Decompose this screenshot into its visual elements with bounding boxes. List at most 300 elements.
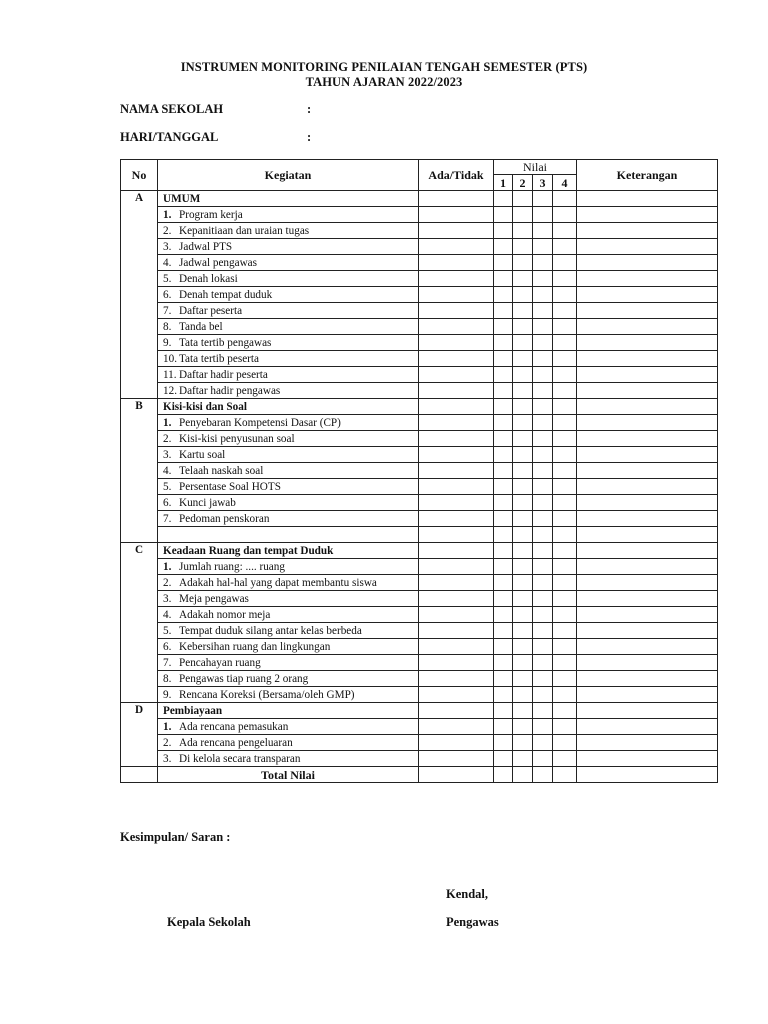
section-score-3-cell: [533, 543, 553, 559]
item-number: 4.: [163, 608, 172, 621]
item-keterangan-cell: [577, 479, 718, 495]
section-keterangan-cell: [577, 191, 718, 207]
item-text: Kepanitiaan dan uraian tugas: [179, 224, 310, 237]
section-score-2-cell: [513, 191, 533, 207]
item-ada-tidak-cell: [419, 431, 494, 447]
item-ada-tidak-cell: [419, 271, 494, 287]
item-ada-tidak-cell: [419, 255, 494, 271]
item-score-3-cell: [533, 655, 553, 671]
item-score-2-cell: [513, 223, 533, 239]
item-score-4-cell: [553, 335, 577, 351]
item-score-3-cell: [533, 623, 553, 639]
school-name-label: NAMA SEKOLAH: [120, 102, 224, 116]
total-score-2-cell: [513, 767, 533, 783]
item-text: Kebersihan ruang dan lingkungan: [179, 640, 331, 653]
total-score-4-cell: [553, 767, 577, 783]
item-keterangan-cell: [577, 287, 718, 303]
activity-cell: [158, 639, 419, 655]
item-score-2-cell: [513, 671, 533, 687]
section-score-3-cell: [533, 703, 553, 719]
item-ada-tidak-cell: [419, 575, 494, 591]
section-letter: A: [121, 191, 158, 399]
item-ada-tidak-cell: [419, 735, 494, 751]
conclusion-label: Kesimpulan/ Saran :: [120, 830, 231, 844]
item-keterangan-cell: [577, 495, 718, 511]
table-row: [121, 319, 718, 335]
item-number: 5.: [163, 480, 172, 493]
item-ada-tidak-cell: [419, 303, 494, 319]
item-score-2-cell: [513, 447, 533, 463]
item-ada-tidak-cell: [419, 415, 494, 431]
item-keterangan-cell: [577, 671, 718, 687]
item-score-2-cell: [513, 495, 533, 511]
item-score-3-cell: [533, 463, 553, 479]
table-row: [121, 351, 718, 367]
item-score-3-cell: [533, 207, 553, 223]
item-score-4-cell: [553, 255, 577, 271]
item-keterangan-cell: [577, 335, 718, 351]
activity-cell: [158, 207, 419, 223]
activity-cell: [158, 575, 419, 591]
item-score-2-cell: [513, 239, 533, 255]
item-score-1-cell: [494, 607, 513, 623]
item-score-4-cell: [553, 239, 577, 255]
item-text: Daftar peserta: [179, 304, 243, 317]
table-row: [121, 239, 718, 255]
item-keterangan-cell: [577, 559, 718, 575]
total-score-1-cell: [494, 767, 513, 783]
item-score-2-cell: [513, 639, 533, 655]
document-subtitle: TAHUN AJARAN 2022/2023: [305, 75, 463, 89]
item-text: Jadwal PTS: [179, 240, 233, 253]
activity-cell: [158, 591, 419, 607]
activity-cell: [158, 319, 419, 335]
total-label: Total Nilai: [158, 767, 419, 783]
item-ada-tidak-cell: [419, 239, 494, 255]
section-ada-tidak-cell: [419, 543, 494, 559]
table-row: [121, 607, 718, 623]
section-score-2-cell: [513, 703, 533, 719]
item-score-4-cell: [553, 383, 577, 399]
activity-cell: [158, 559, 419, 575]
item-score-3-cell: [533, 735, 553, 751]
item-score-4-cell: [553, 607, 577, 623]
item-keterangan-cell: [577, 447, 718, 463]
section-score-3-cell: [533, 399, 553, 415]
item-number: 1.: [163, 560, 172, 573]
item-score-1-cell: [494, 479, 513, 495]
item-ada-tidak-cell: [419, 623, 494, 639]
item-score-1-cell: [494, 671, 513, 687]
item-score-1-cell: [494, 511, 513, 527]
section-keterangan-cell: [577, 703, 718, 719]
table-row: [121, 367, 718, 383]
item-number: 10.: [163, 352, 177, 365]
item-number: 3.: [163, 592, 172, 605]
item-score-4-cell: [553, 639, 577, 655]
table-row: [121, 431, 718, 447]
item-score-1-cell: [494, 447, 513, 463]
item-ada-tidak-cell: [419, 639, 494, 655]
item-keterangan-cell: [577, 687, 718, 703]
item-score-3-cell: [533, 367, 553, 383]
item-keterangan-cell: [577, 415, 718, 431]
item-keterangan-cell: [577, 271, 718, 287]
item-keterangan-cell: [577, 751, 718, 767]
item-number: 2.: [163, 432, 172, 445]
item-score-1-cell: [494, 255, 513, 271]
item-score-3-cell: [533, 287, 553, 303]
activity-cell: [158, 367, 419, 383]
item-score-4-cell: [553, 575, 577, 591]
activity-cell: [158, 735, 419, 751]
item-keterangan-cell: [577, 527, 718, 543]
item-score-4-cell: [553, 719, 577, 735]
item-ada-tidak-cell: [419, 655, 494, 671]
item-score-1-cell: [494, 495, 513, 511]
item-number: 3.: [163, 448, 172, 461]
total-score-3-cell: [533, 767, 553, 783]
item-score-2-cell: [513, 575, 533, 591]
item-score-3-cell: [533, 511, 553, 527]
header-nilai: Nilai: [494, 160, 577, 175]
table-row: [121, 495, 718, 511]
item-text: Kisi-kisi penyusunan soal: [179, 432, 295, 445]
item-text: Adakah nomor meja: [179, 608, 271, 621]
item-score-4-cell: [553, 463, 577, 479]
item-text: Denah lokasi: [179, 272, 238, 285]
item-score-1-cell: [494, 367, 513, 383]
activity-cell: [158, 303, 419, 319]
item-text: Daftar hadir pengawas: [179, 384, 281, 397]
item-text: Pencahayan ruang: [179, 656, 261, 669]
table-row: [121, 415, 718, 431]
table-row: [121, 671, 718, 687]
item-ada-tidak-cell: [419, 719, 494, 735]
item-number: 6.: [163, 288, 172, 301]
item-number: 9.: [163, 336, 172, 349]
item-number: 8.: [163, 672, 172, 685]
item-number: 8.: [163, 320, 172, 333]
item-score-3-cell: [533, 431, 553, 447]
activity-cell: [158, 383, 419, 399]
section-letter: D: [121, 703, 158, 767]
table-row: [121, 207, 718, 223]
item-score-2-cell: [513, 319, 533, 335]
item-score-3-cell: [533, 303, 553, 319]
item-keterangan-cell: [577, 367, 718, 383]
item-keterangan-cell: [577, 239, 718, 255]
activity-cell: [158, 271, 419, 287]
item-score-4-cell: [553, 271, 577, 287]
table-row: [121, 303, 718, 319]
item-keterangan-cell: [577, 655, 718, 671]
item-score-1-cell: [494, 575, 513, 591]
table-row: [121, 511, 718, 527]
item-text: Telaah naskah soal: [179, 464, 264, 477]
item-score-3-cell: [533, 607, 553, 623]
total-ada-tidak-cell: [419, 767, 494, 783]
table-body: [121, 191, 718, 783]
table-row: [121, 383, 718, 399]
item-text: Meja pengawas: [179, 592, 249, 605]
item-keterangan-cell: [577, 431, 718, 447]
item-ada-tidak-cell: [419, 495, 494, 511]
monitoring-table: [120, 159, 718, 783]
table-row: [121, 751, 718, 767]
item-text: Tanda bel: [179, 320, 223, 333]
item-score-1-cell: [494, 383, 513, 399]
section-score-1-cell: [494, 399, 513, 415]
item-ada-tidak-cell: [419, 559, 494, 575]
item-score-4-cell: [553, 735, 577, 751]
date-field: [120, 130, 311, 145]
item-score-2-cell: [513, 511, 533, 527]
section-score-4-cell: [553, 399, 577, 415]
item-keterangan-cell: [577, 351, 718, 367]
item-number: 4.: [163, 256, 172, 269]
item-number: 4.: [163, 464, 172, 477]
item-score-4-cell: [553, 303, 577, 319]
item-text: Tata tertib peserta: [179, 352, 259, 365]
section-score-1-cell: [494, 543, 513, 559]
item-score-3-cell: [533, 639, 553, 655]
activity-cell: [158, 415, 419, 431]
item-score-2-cell: [513, 527, 533, 543]
activity-cell: [158, 655, 419, 671]
table-row: [121, 255, 718, 271]
table-row: [121, 735, 718, 751]
item-score-3-cell: [533, 447, 553, 463]
item-score-2-cell: [513, 415, 533, 431]
item-score-2-cell: [513, 559, 533, 575]
item-score-2-cell: [513, 623, 533, 639]
item-score-1-cell: [494, 271, 513, 287]
item-keterangan-cell: [577, 383, 718, 399]
item-number: 2.: [163, 224, 172, 237]
school-name-colon: :: [307, 102, 312, 116]
item-score-2-cell: [513, 463, 533, 479]
item-text: Ada rencana pengeluaran: [179, 736, 293, 749]
item-number: 11.: [163, 368, 177, 381]
item-score-3-cell: [533, 335, 553, 351]
supervisor-signature-label: Pengawas: [446, 915, 499, 929]
activity-cell: [158, 495, 419, 511]
table-row: [121, 447, 718, 463]
date-label: HARI/TANGGAL: [120, 130, 219, 144]
item-score-2-cell: [513, 479, 533, 495]
place-label: Kendal,: [446, 887, 489, 901]
section-title: Kisi-kisi dan Soal: [158, 399, 419, 415]
item-ada-tidak-cell: [419, 751, 494, 767]
item-number: 7.: [163, 512, 172, 525]
item-score-1-cell: [494, 591, 513, 607]
section-title: Keadaan Ruang dan tempat Duduk: [158, 543, 419, 559]
item-ada-tidak-cell: [419, 591, 494, 607]
item-score-4-cell: [553, 559, 577, 575]
item-score-2-cell: [513, 719, 533, 735]
item-score-1-cell: [494, 239, 513, 255]
activity-cell: [158, 671, 419, 687]
header-score-3: 3: [533, 175, 553, 191]
item-text: Denah tempat duduk: [179, 288, 273, 301]
item-score-3-cell: [533, 495, 553, 511]
section-score-4-cell: [553, 543, 577, 559]
item-score-3-cell: [533, 223, 553, 239]
section-row: [121, 399, 718, 415]
section-score-1-cell: [494, 191, 513, 207]
section-row: [121, 191, 718, 207]
item-score-2-cell: [513, 255, 533, 271]
item-number: 6.: [163, 640, 172, 653]
item-number: 7.: [163, 656, 172, 669]
activity-cell: [158, 623, 419, 639]
header-ada-tidak: Ada/Tidak: [419, 160, 494, 191]
item-score-4-cell: [553, 511, 577, 527]
item-score-3-cell: [533, 239, 553, 255]
item-score-1-cell: [494, 655, 513, 671]
item-score-2-cell: [513, 207, 533, 223]
item-score-1-cell: [494, 303, 513, 319]
item-keterangan-cell: [577, 639, 718, 655]
item-text: Persentase Soal HOTS: [179, 480, 281, 493]
item-ada-tidak-cell: [419, 287, 494, 303]
activity-cell: [158, 607, 419, 623]
table-row: [121, 463, 718, 479]
section-row: [121, 543, 718, 559]
item-score-1-cell: [494, 687, 513, 703]
item-score-1-cell: [494, 527, 513, 543]
item-keterangan-cell: [577, 319, 718, 335]
section-score-4-cell: [553, 191, 577, 207]
item-text: Jumlah ruang: .... ruang: [179, 560, 285, 573]
item-ada-tidak-cell: [419, 607, 494, 623]
section-row: [121, 703, 718, 719]
document-title: INSTRUMEN MONITORING PENILAIAN TENGAH SEMESTER (PTS): [180, 60, 588, 74]
item-score-4-cell: [553, 527, 577, 543]
item-ada-tidak-cell: [419, 527, 494, 543]
item-text: Adakah hal-hal yang dapat membantu siswa: [179, 576, 377, 589]
header-score-1: 1: [494, 175, 513, 191]
principal-signature-label: Kepala Sekolah: [167, 915, 251, 929]
item-number: 3.: [163, 240, 172, 253]
item-ada-tidak-cell: [419, 223, 494, 239]
item-keterangan-cell: [577, 207, 718, 223]
item-number: 5.: [163, 624, 172, 637]
date-colon: :: [307, 130, 312, 144]
item-score-1-cell: [494, 463, 513, 479]
item-keterangan-cell: [577, 223, 718, 239]
item-ada-tidak-cell: [419, 479, 494, 495]
section-keterangan-cell: [577, 399, 718, 415]
activity-cell: [158, 463, 419, 479]
section-ada-tidak-cell: [419, 399, 494, 415]
table-row: [121, 687, 718, 703]
header-score-2: 2: [513, 175, 533, 191]
activity-cell: [158, 687, 419, 703]
table-row: [121, 479, 718, 495]
item-score-1-cell: [494, 639, 513, 655]
item-text: Kartu soal: [179, 448, 226, 461]
item-ada-tidak-cell: [419, 383, 494, 399]
item-score-2-cell: [513, 687, 533, 703]
table-row: [121, 639, 718, 655]
item-text: Penyebaran Kompetensi Dasar (CP): [179, 416, 341, 429]
item-number: 1.: [163, 416, 172, 429]
item-number: 1.: [163, 208, 172, 221]
item-number: 5.: [163, 272, 172, 285]
activity-cell: [158, 719, 419, 735]
table-row: [121, 271, 718, 287]
activity-cell: [158, 287, 419, 303]
header-keterangan: Keterangan: [577, 160, 718, 191]
item-score-4-cell: [553, 431, 577, 447]
item-number: 2.: [163, 736, 172, 749]
item-score-2-cell: [513, 367, 533, 383]
item-score-1-cell: [494, 559, 513, 575]
item-score-3-cell: [533, 351, 553, 367]
item-score-1-cell: [494, 751, 513, 767]
item-score-4-cell: [553, 319, 577, 335]
item-number: 12.: [163, 384, 177, 397]
item-score-2-cell: [513, 303, 533, 319]
item-ada-tidak-cell: [419, 463, 494, 479]
item-score-2-cell: [513, 607, 533, 623]
total-keterangan-cell: [577, 767, 718, 783]
section-score-3-cell: [533, 191, 553, 207]
item-score-2-cell: [513, 287, 533, 303]
section-keterangan-cell: [577, 543, 718, 559]
item-score-4-cell: [553, 415, 577, 431]
item-score-3-cell: [533, 719, 553, 735]
item-keterangan-cell: [577, 735, 718, 751]
item-score-4-cell: [553, 751, 577, 767]
item-keterangan-cell: [577, 719, 718, 735]
item-number: 3.: [163, 752, 172, 765]
section-ada-tidak-cell: [419, 703, 494, 719]
table-row: [121, 335, 718, 351]
item-ada-tidak-cell: [419, 687, 494, 703]
item-keterangan-cell: [577, 575, 718, 591]
item-score-3-cell: [533, 415, 553, 431]
item-number: 6.: [163, 496, 172, 509]
section-score-2-cell: [513, 399, 533, 415]
item-ada-tidak-cell: [419, 447, 494, 463]
item-keterangan-cell: [577, 463, 718, 479]
item-text: Program kerja: [179, 208, 243, 221]
activity-cell: [158, 431, 419, 447]
item-ada-tidak-cell: [419, 367, 494, 383]
activity-cell: [158, 223, 419, 239]
item-score-1-cell: [494, 335, 513, 351]
section-score-2-cell: [513, 543, 533, 559]
section-score-1-cell: [494, 703, 513, 719]
item-score-2-cell: [513, 351, 533, 367]
item-score-1-cell: [494, 351, 513, 367]
table-row: [121, 591, 718, 607]
activity-cell: [158, 511, 419, 527]
activity-cell: [158, 751, 419, 767]
item-score-1-cell: [494, 223, 513, 239]
item-text: Tempat duduk silang antar kelas berbeda: [179, 624, 362, 637]
item-score-4-cell: [553, 207, 577, 223]
header-no: No: [121, 160, 158, 191]
item-text: Di kelola secara transparan: [179, 752, 301, 765]
item-keterangan-cell: [577, 255, 718, 271]
item-score-4-cell: [553, 351, 577, 367]
item-keterangan-cell: [577, 623, 718, 639]
item-score-2-cell: [513, 591, 533, 607]
